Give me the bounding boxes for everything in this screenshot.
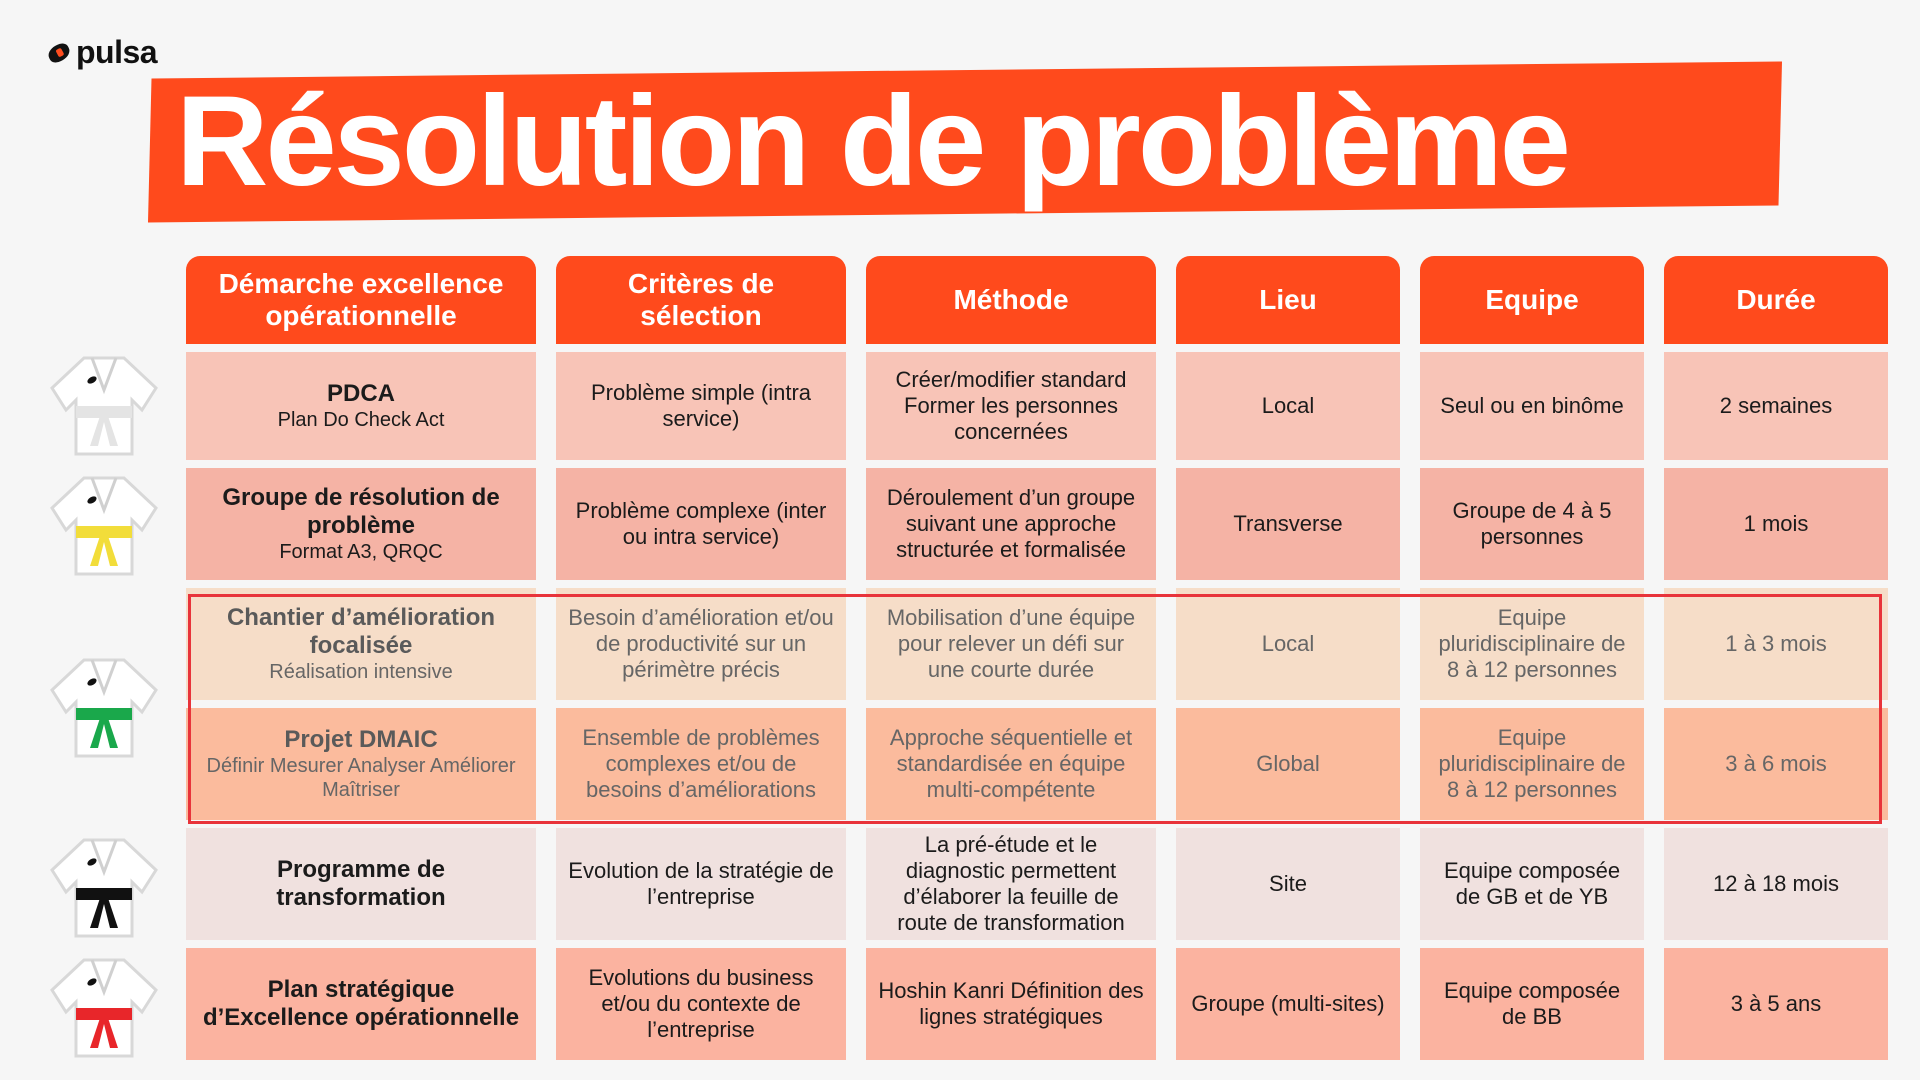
header-team: Equipe [1420,256,1644,344]
criteria-cell: Evolutions du business et/ou du contexte de l’entreprise [556,948,846,1060]
team-cell: Equipe composée de BB [1420,948,1644,1060]
place-cell: Site [1176,828,1400,940]
approach-name: Chantier d’amélioration focalisée [226,604,496,659]
method-cell: La pré-étude et le diagnostic permettent d’élaborer la feuille de route de transformation [866,828,1156,940]
approach-name: Programme de transformation [276,856,446,911]
duration-cell: 2 semaines [1664,352,1888,460]
header-approach: Démarche excellence opérationnelle [186,256,536,344]
criteria-cell: Ensemble de problèmes complexes et/ou de besoins d’améliorations [556,708,846,820]
method-cell: Déroulement d’un groupe suivant une approche structurée et formalisée [866,468,1156,580]
team-cell: Groupe de 4 à 5 personnes [1420,468,1644,580]
team-cell: Seul ou en binôme [1420,352,1644,460]
team-cell: Equipe composée de GB et de YB [1420,828,1644,940]
brand-name: pulsa [76,34,158,70]
comparison-table [186,256,1888,1060]
table-row-cell-approach [186,948,536,1060]
place-cell: Local [1176,352,1400,460]
place-cell: Local [1176,588,1400,700]
kimono-icon [44,652,164,762]
approach-sub: Plan Do Check Act [277,409,445,431]
place-cell: Global [1176,708,1400,820]
duration-cell: 3 à 5 ans [1664,948,1888,1060]
duration-cell: 1 à 3 mois [1664,588,1888,700]
team-cell: Equipe pluridisciplinaire de 8 à 12 personnes [1420,588,1644,700]
criteria-cell: Evolution de la stratégie de l’entreprise [556,828,846,940]
approach-name: Groupe de résolution de problème [222,484,500,539]
pulsa-logo-icon [46,40,73,64]
criteria-cell: Problème simple (intra service) [556,352,846,460]
page-title: Résolution de problème [176,70,1568,213]
header-criteria: Critères de sélection [556,256,846,344]
kimono-icon [44,832,164,942]
approach-sub: Réalisation intensive [269,661,453,683]
header-duration: Durée [1664,256,1888,344]
brand-logo [48,34,157,71]
criteria-cell: Problème complexe (inter ou intra service) [556,468,846,580]
criteria-cell: Besoin d’amélioration et/ou de productivité sur un périmètre précis [556,588,846,700]
approach-sub: Définir Mesurer Analyser Améliorer Maîtriser [206,755,516,801]
table-row-cell-approach [186,588,536,700]
kimono-icon [44,350,164,460]
method-cell: Approche séquentielle et standardisée en équipe multi-compétente [866,708,1156,820]
team-cell: Equipe pluridisciplinaire de 8 à 12 personnes [1420,708,1644,820]
method-cell: Créer/modifier standard Former les personnes concernées [866,352,1156,460]
kimono-icon [44,470,164,580]
approach-name: PDCA [326,380,395,407]
place-cell: Groupe (multi-sites) [1176,948,1400,1060]
kimono-icon [44,952,164,1062]
duration-cell: 1 mois [1664,468,1888,580]
header-place: Lieu [1176,256,1400,344]
table-row-cell-approach [186,468,536,580]
header-method: Méthode [866,256,1156,344]
duration-cell: 12 à 18 mois [1664,828,1888,940]
method-cell: Mobilisation d’une équipe pour relever un défi sur une courte durée [866,588,1156,700]
approach-name: Plan stratégique d’Excellence opérationnelle [202,976,520,1031]
table-row-cell-approach [186,708,536,820]
method-cell: Hoshin Kanri Définition des lignes stratégiques [866,948,1156,1060]
table-row-cell-approach [186,352,536,460]
approach-name: Projet DMAIC [284,726,438,753]
table-row-cell-approach [186,828,536,940]
duration-cell: 3 à 6 mois [1664,708,1888,820]
approach-sub: Format A3, QRQC [279,541,443,563]
place-cell: Transverse [1176,468,1400,580]
